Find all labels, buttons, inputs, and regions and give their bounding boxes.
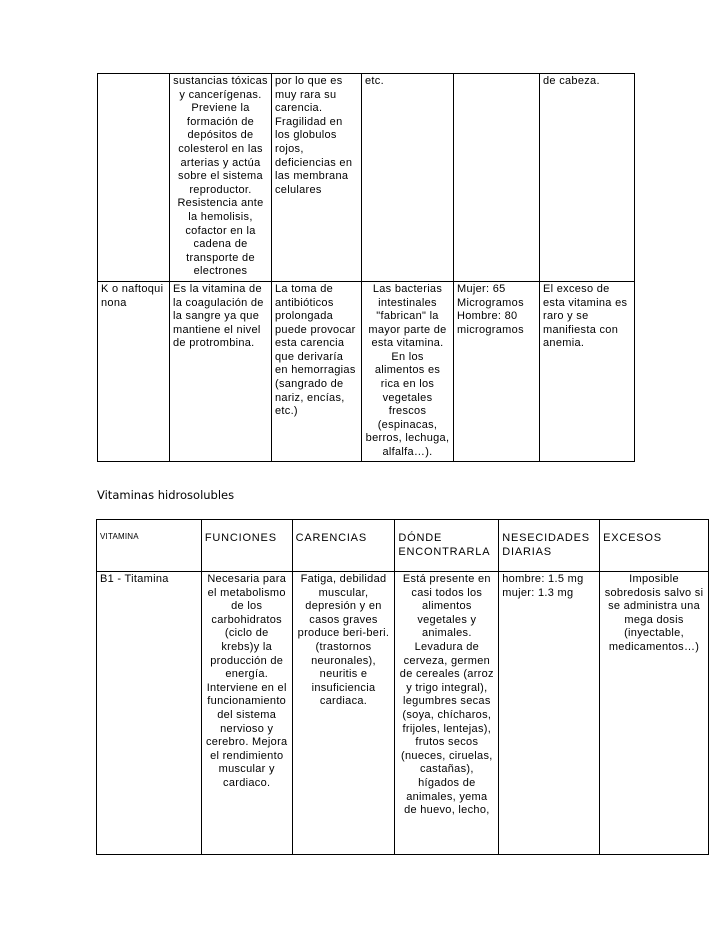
donde-cell: etc. (362, 74, 454, 282)
excesos-cell: de cabeza. (540, 74, 635, 282)
funciones-cell: Necesaria para el metabolismo de los carbohidratos (ciclo de krebs)y la producción de energía. Interviene en el funcionamiento del sistema nervioso y cerebro. Mejora el rendimiento muscular y cardiaco. (201, 572, 292, 855)
necesidades-cell: Mujer: 65 Microgramos Hombre: 80 microgramos (454, 281, 540, 461)
necesidades-cell (454, 74, 540, 282)
table-row (98, 74, 635, 282)
vitamin-name-cell: K o naftoquinona (98, 281, 170, 461)
vitamin-name-cell: B1 - Titamina (97, 572, 202, 855)
donde-cell: Está presente en casi todos los alimentos vegetales y animales. Levadura de cerveza, germen de cereales (arroz y trigo integral), legumbres secas (soya, chícharos, frijoles, lentejas), frutos secos (nueces, ciruelas, castañas), hígados de animales, yema de huevo, lecho, (395, 572, 499, 855)
table-row (98, 281, 635, 461)
carencias-cell: Fatiga, debilidad muscular, depresión y en casos graves produce beri-beri.(trastornos neuronales), neuritis e insuficiencia cardiaca. (292, 572, 395, 855)
carencias-text: por lo que es muy rara su carencia. Fragilidad en los globulos rojos, deficiencias en las membrana celulares (275, 75, 353, 196)
section-title: Vitaminas hidrosolubles (97, 488, 235, 502)
table-row (97, 572, 709, 855)
necesidades-cell: hombre: 1.5 mg mujer: 1.3 mg (499, 572, 600, 855)
vitamins-table-continued (97, 73, 635, 462)
excesos-cell: Imposible sobredosis salvo si se administra una mega dosis (inyectable, medicamentos…) (600, 572, 709, 855)
vitamin-name-cell (98, 74, 170, 282)
header-excesos: EXCESOS (600, 520, 709, 572)
funciones-cell: Es la vitamina de la coagulación de la sangre ya que mantiene el nivel de protrombina. (170, 281, 272, 461)
header-vitamina: VITAMINA (97, 520, 202, 572)
header-necesidades: NESECIDADES DIARIAS (499, 520, 600, 572)
hydrosoluble-vitamins-table (96, 519, 709, 855)
header-funciones: FUNCIONES (201, 520, 292, 572)
excesos-cell: El exceso de esta vitamina es raro y se manifiesta con anemia. (540, 281, 635, 461)
carencias-cell: La toma de antibióticos prolongada puede provocar esta carencia que derivaría en hemorragias (sangrado de nariz, encías, etc.) (272, 281, 362, 461)
header-donde: DÓNDE ENCONTRARLA (395, 520, 499, 572)
funciones-cell: sustancias tóxicas y cancerígenas. Previene la formación de depósitos de colesterol en las arterias y actúa sobre el sistema reproductor. Resistencia ante la hemolisis, cofactor en la cadena de transporte de electrones (170, 74, 272, 282)
header-carencias: CARENCIAS (292, 520, 395, 572)
donde-cell: Las bacterias intestinales "fabrican" la mayor parte de esta vitamina. En los alimentos es rica en los vegetales frescos (espinacas, berros, lechuga, alfalfa…). (362, 281, 454, 461)
carencias-cell (272, 74, 362, 282)
table-header-row (97, 520, 709, 572)
